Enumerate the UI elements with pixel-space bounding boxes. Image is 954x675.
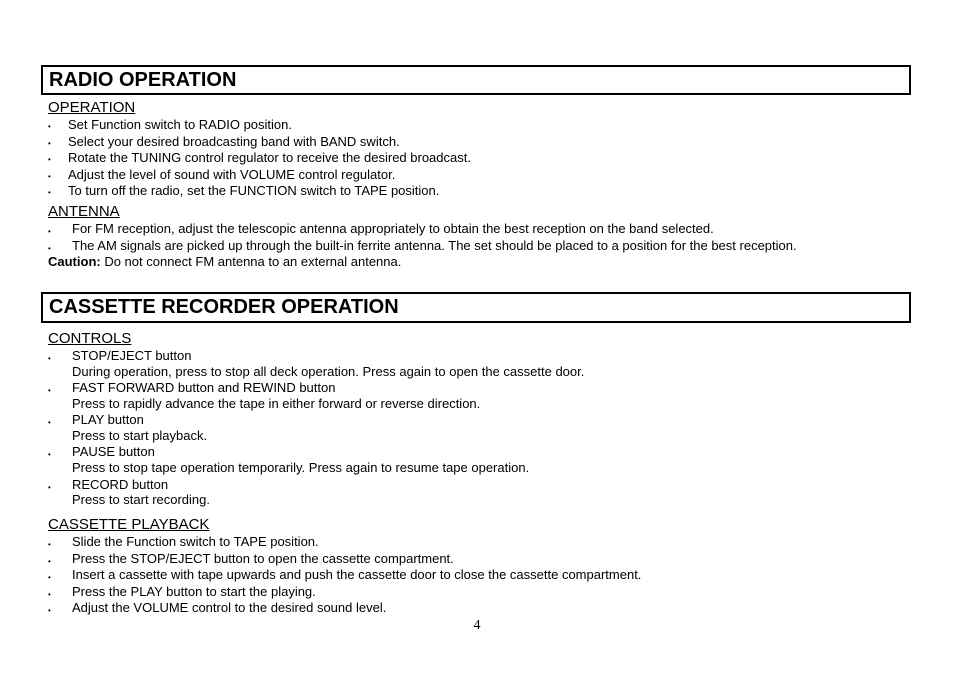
operation-item-3: Rotate the TUNING control regulator to receive the desired broadcast. (68, 150, 471, 165)
playback-item-4: Press the PLAY button to start the playing. (72, 584, 316, 599)
bullet-icon: • (48, 590, 51, 599)
antenna-item-2: The AM signals are picked up through the built-in ferrite antenna. The set should be placed to a position for the best reception. (72, 238, 797, 253)
controls-heading: CONTROLS (48, 330, 132, 347)
control-name-5: RECORD button (72, 477, 169, 492)
radio-section-title: RADIO OPERATION (49, 69, 237, 91)
bullet-icon: • (48, 354, 51, 363)
operation-item-2: Select your desired broadcasting band with BAND switch. (68, 134, 400, 149)
cassette-section-title: CASSETTE RECORDER OPERATION (49, 296, 399, 318)
bullet-icon: • (48, 483, 51, 492)
control-name-4: PAUSE button (72, 444, 155, 459)
playback-item-5: Adjust the VOLUME control to the desired sound level. (72, 600, 387, 615)
cassette-section-header (41, 292, 911, 323)
playback-item-3: Insert a cassette with tape upwards and push the cassette door to close the cassette compartment. (72, 567, 642, 582)
bullet-icon: • (48, 244, 51, 253)
bullet-icon: • (48, 188, 51, 197)
control-name-1: STOP/EJECT button (72, 348, 192, 363)
control-desc-3: Press to start playback. (72, 428, 208, 443)
control-desc-4: Press to stop tape operation temporarily. Press again to resume tape operation. (72, 460, 530, 475)
playback-item-1: Slide the Function switch to TAPE position. (72, 534, 319, 549)
control-name-3: PLAY button (72, 412, 144, 427)
bullet-icon: • (48, 172, 51, 181)
bullet-icon: • (48, 418, 51, 427)
operation-item-5: To turn off the radio, set the FUNCTION switch to TAPE position. (68, 183, 440, 198)
bullet-icon: • (48, 540, 51, 549)
bullet-icon: • (48, 450, 51, 459)
antenna-item-1: For FM reception, adjust the telescopic antenna appropriately to obtain the best reception on the band selected. (72, 221, 714, 236)
control-desc-1: During operation, press to stop all deck operation. Press again to open the cassette door. (72, 364, 585, 379)
control-desc-2: Press to rapidly advance the tape in either forward or reverse direction. (72, 396, 481, 411)
operation-item-1: Set Function switch to RADIO position. (68, 117, 292, 132)
bullet-icon: • (48, 155, 51, 164)
antenna-heading: ANTENNA (48, 203, 120, 220)
radio-section-header (41, 65, 911, 95)
caution-note (48, 254, 401, 270)
bullet-icon: • (48, 122, 51, 131)
bullet-icon: • (48, 557, 51, 566)
caution-label: Caution: (48, 254, 101, 269)
playback-item-2: Press the STOP/EJECT button to open the cassette compartment. (72, 551, 454, 566)
caution-text: Do not connect FM antenna to an external antenna. (100, 254, 402, 269)
control-name-2: FAST FORWARD button and REWIND button (72, 380, 336, 395)
playback-heading: CASSETTE PLAYBACK (48, 516, 210, 533)
operation-heading: OPERATION (48, 99, 136, 116)
operation-item-4: Adjust the level of sound with VOLUME control regulator. (68, 167, 396, 182)
page-number: 4 (473, 618, 481, 633)
bullet-icon: • (48, 227, 51, 236)
control-desc-5: Press to start recording. (72, 492, 210, 507)
bullet-icon: • (48, 386, 51, 395)
bullet-icon: • (48, 573, 51, 582)
bullet-icon: • (48, 606, 51, 615)
bullet-icon: • (48, 139, 51, 148)
